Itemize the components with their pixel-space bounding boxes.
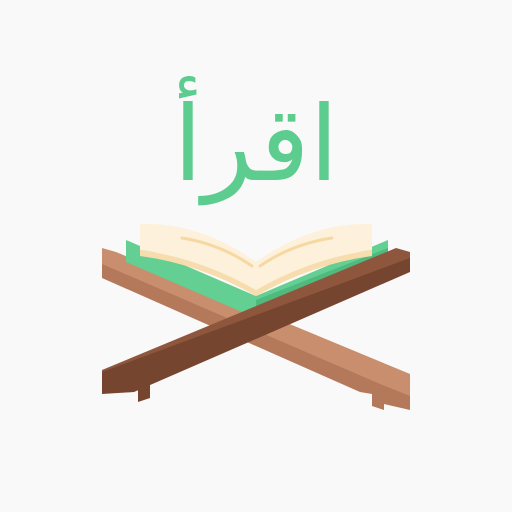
rehal-hinge-pin xyxy=(250,322,262,334)
iqra-title: اقرأ xyxy=(173,83,339,205)
